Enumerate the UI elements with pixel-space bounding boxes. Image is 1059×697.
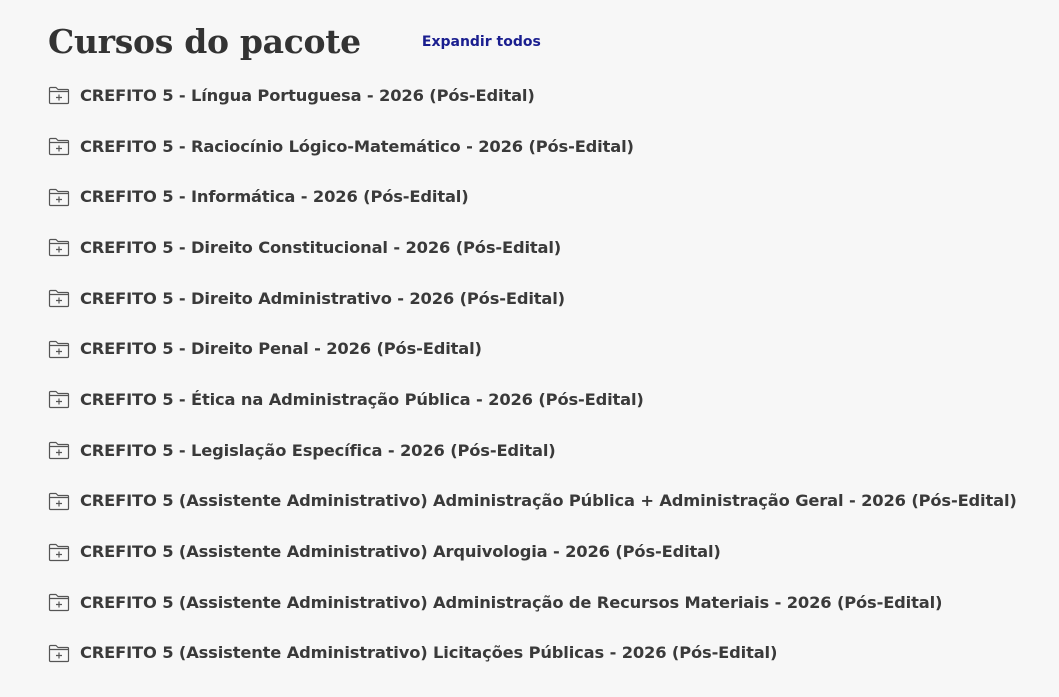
course-title[interactable]: CREFITO 5 (Assistente Administrativo) Licitações Públicas - 2026 (Pós-Edital): [80, 643, 778, 663]
folder-plus-icon[interactable]: [48, 440, 70, 460]
course-title[interactable]: CREFITO 5 - Direito Administrativo - 2026 (Pós-Edital): [80, 288, 565, 308]
section-title: Cursos do pacote: [48, 22, 361, 61]
folder-plus-icon[interactable]: [48, 288, 70, 308]
course-item[interactable]: [48, 476, 1038, 527]
course-title[interactable]: CREFITO 5 - Informática - 2026 (Pós-Edital): [80, 187, 469, 207]
course-item[interactable]: [48, 323, 1038, 374]
course-item[interactable]: [48, 526, 1038, 577]
course-item[interactable]: [48, 577, 1038, 628]
folder-plus-icon[interactable]: [48, 136, 70, 156]
folder-plus-icon[interactable]: [48, 85, 70, 105]
course-title[interactable]: CREFITO 5 (Assistente Administrativo) Administração de Recursos Materiais - 2026 (Pós-Edital): [80, 592, 943, 612]
folder-plus-icon[interactable]: [48, 592, 70, 612]
course-title[interactable]: CREFITO 5 - Ética na Administração Pública - 2026 (Pós-Edital): [80, 389, 644, 409]
course-item[interactable]: [48, 121, 1038, 172]
course-title[interactable]: CREFITO 5 (Assistente Administrativo) Administração Pública + Administração Geral - 2026 (Pós-Edital): [80, 491, 1017, 511]
course-list: [48, 70, 1038, 678]
folder-plus-icon[interactable]: [48, 643, 70, 663]
course-item[interactable]: [48, 628, 1038, 679]
course-item[interactable]: [48, 222, 1038, 273]
course-title[interactable]: CREFITO 5 - Língua Portuguesa - 2026 (Pós-Edital): [80, 85, 535, 105]
course-item[interactable]: [48, 171, 1038, 222]
course-title[interactable]: CREFITO 5 - Legislação Específica - 2026 (Pós-Edital): [80, 440, 556, 460]
course-title[interactable]: CREFITO 5 - Raciocínio Lógico-Matemático - 2026 (Pós-Edital): [80, 136, 634, 156]
section-header: [48, 16, 541, 68]
course-title[interactable]: CREFITO 5 (Assistente Administrativo) Arquivologia - 2026 (Pós-Edital): [80, 542, 721, 562]
expand-all-link[interactable]: Expandir todos: [421, 34, 541, 50]
course-item[interactable]: [48, 70, 1038, 121]
course-item[interactable]: [48, 374, 1038, 425]
course-title[interactable]: CREFITO 5 - Direito Penal - 2026 (Pós-Edital): [80, 339, 482, 359]
folder-plus-icon[interactable]: [48, 542, 70, 562]
course-item[interactable]: [48, 425, 1038, 476]
folder-plus-icon[interactable]: [48, 491, 70, 511]
course-item[interactable]: [48, 273, 1038, 324]
folder-plus-icon[interactable]: [48, 187, 70, 207]
folder-plus-icon[interactable]: [48, 339, 70, 359]
folder-plus-icon[interactable]: [48, 389, 70, 409]
folder-plus-icon[interactable]: [48, 237, 70, 257]
course-title[interactable]: CREFITO 5 - Direito Constitucional - 2026 (Pós-Edital): [80, 237, 562, 257]
